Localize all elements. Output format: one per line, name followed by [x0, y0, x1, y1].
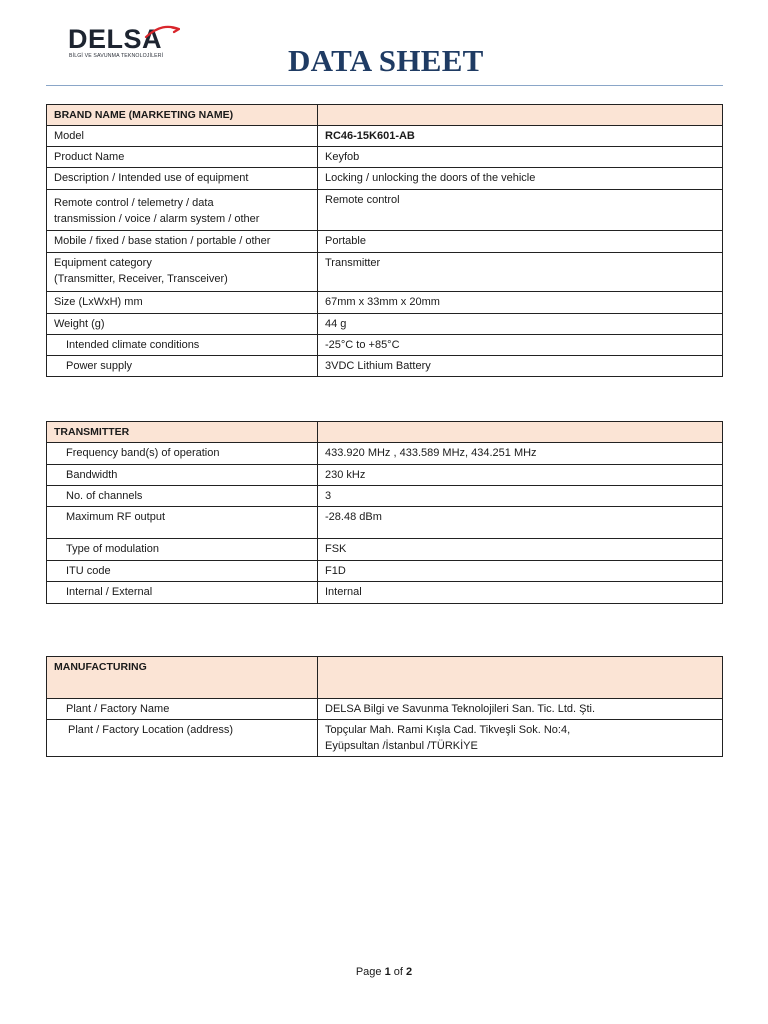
row-value: -28.48 dBm [318, 507, 723, 539]
table-row [47, 292, 723, 314]
table-row [47, 190, 723, 231]
footer-current-page: 1 [384, 966, 391, 978]
page-footer [0, 966, 768, 978]
row-label-line: transmission / voice / alarm system / other [54, 213, 260, 225]
table-header-row [47, 422, 723, 443]
row-value: FSK [318, 539, 723, 561]
row-label: Mobile / fixed / base station / portable / other [47, 231, 318, 253]
header-rule [46, 85, 723, 86]
row-label: Power supply [47, 356, 318, 377]
footer-page-word: Page [355, 966, 382, 978]
general-table [46, 104, 723, 377]
row-value: 433.920 MHz , 433.589 MHz, 434.251 MHz [318, 443, 723, 465]
manufacturing-header-value [318, 657, 723, 699]
footer-of-word: of [393, 966, 403, 978]
row-label: Weight (g) [47, 314, 318, 335]
table-row [47, 699, 723, 720]
general-header-value [318, 105, 723, 126]
row-label: Maximum RF output [47, 507, 318, 539]
row-value: DELSA Bilgi ve Savunma Teknolojileri San. Tic. Ltd. Şti. [318, 699, 723, 720]
row-label: Frequency band(s) of operation [47, 443, 318, 465]
table-row [47, 465, 723, 486]
transmitter-header-label: TRANSMITTER [47, 422, 318, 443]
table-header-row [47, 657, 723, 699]
table-row [47, 168, 723, 190]
row-value: -25°C to +85°C [318, 335, 723, 356]
row-label: Size (LxWxH) mm [47, 292, 318, 314]
table-row [47, 356, 723, 377]
table-row [47, 231, 723, 253]
table-row [47, 582, 723, 604]
table-row [47, 561, 723, 582]
row-label: No. of channels [47, 486, 318, 507]
table-row [47, 335, 723, 356]
table-row [47, 147, 723, 168]
general-header-label: BRAND NAME (MARKETING NAME) [47, 105, 318, 126]
row-value: 230 kHz [318, 465, 723, 486]
table-row [47, 443, 723, 465]
row-label: Product Name [47, 147, 318, 168]
row-label-line: Equipment category [54, 257, 152, 269]
row-value [318, 720, 723, 757]
row-label [47, 253, 318, 292]
transmitter-table [46, 421, 723, 604]
row-value: Portable [318, 231, 723, 253]
table-row [47, 253, 723, 292]
row-value: Transmitter [318, 253, 723, 292]
row-label: ITU code [47, 561, 318, 582]
row-label: Plant / Factory Location (address) [47, 720, 318, 757]
table-row [47, 720, 723, 757]
table-row [47, 486, 723, 507]
page-title: DATA SHEET [288, 43, 484, 78]
table-row [47, 539, 723, 561]
table-row [47, 507, 723, 539]
row-label [47, 190, 318, 231]
table-header-row [47, 105, 723, 126]
row-value: 67mm x 33mm x 20mm [318, 292, 723, 314]
row-value: RC46-15K601-AB [318, 126, 723, 147]
row-value: 3 [318, 486, 723, 507]
row-value: 3VDC Lithium Battery [318, 356, 723, 377]
row-label: Type of modulation [47, 539, 318, 561]
manufacturing-header-label: MANUFACTURING [47, 657, 318, 699]
logo-wordmark: DELSA [68, 24, 163, 54]
row-label: Intended climate conditions [47, 335, 318, 356]
delsa-logo [68, 24, 178, 64]
row-value: Internal [318, 582, 723, 604]
manufacturing-table [46, 656, 723, 757]
transmitter-header-value [318, 422, 723, 443]
footer-total-pages: 2 [406, 966, 413, 978]
table-row [47, 314, 723, 335]
row-value: Locking / unlocking the doors of the vehicle [318, 168, 723, 190]
row-value: F1D [318, 561, 723, 582]
address-line: Topçular Mah. Rami Kışla Cad. Tikveşli Sok. No:4, [325, 724, 571, 736]
row-label-line: Remote control / telemetry / data [54, 197, 214, 209]
row-label: Plant / Factory Name [47, 699, 318, 720]
row-label: Bandwidth [47, 465, 318, 486]
logo-swoosh-icon [128, 24, 180, 40]
address-line: Eyüpsultan /İstanbul /TÜRKİYE [325, 740, 478, 752]
row-value: Keyfob [318, 147, 723, 168]
row-label-line: (Transmitter, Receiver, Transceiver) [54, 273, 228, 285]
logo-tagline: BİLGİ VE SAVUNMA TEKNOLOJİLERİ [69, 53, 164, 59]
row-label: Internal / External [47, 582, 318, 604]
row-value: Remote control [318, 190, 723, 231]
row-label: Model [47, 126, 318, 147]
row-label: Description / Intended use of equipment [47, 168, 318, 190]
row-value: 44 g [318, 314, 723, 335]
table-row [47, 126, 723, 147]
